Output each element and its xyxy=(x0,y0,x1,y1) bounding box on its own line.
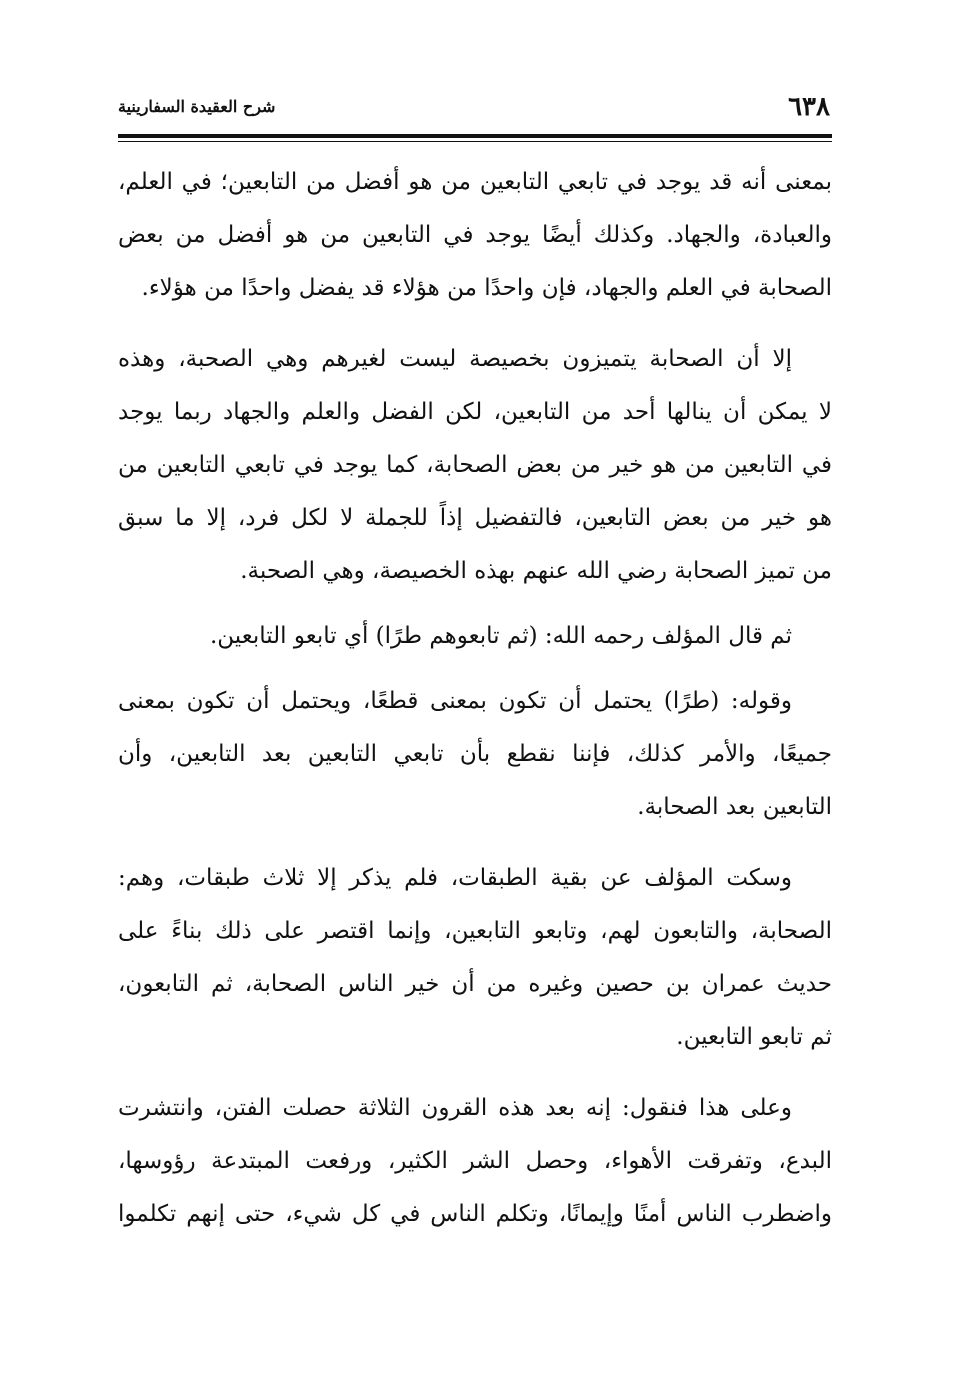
text-line: وعلى هذا فنقول: إنه بعد هذه القرون الثلاثة حصلت الفتن، وانتشرت xyxy=(118,1095,792,1121)
running-title: شرح العقيدة السفارينية xyxy=(118,97,276,116)
text-line: هو خير من بعض التابعين، فالتفضيل إذاً للجملة لا لكل فرد، إلا ما سبق xyxy=(118,505,832,531)
text-line: ثم تابعو التابعين. xyxy=(676,1024,832,1050)
paragraph-5 xyxy=(118,852,832,1064)
paragraph-2 xyxy=(118,333,832,598)
paragraph-4 xyxy=(118,675,832,834)
text-line: من تميز الصحابة رضي الله عنهم بهذه الخصيصة، وهي الصحبة. xyxy=(240,558,832,584)
text-line: وسكت المؤلف عن بقية الطبقات، فلم يذكر إلا ثلاث طبقات، وهم: xyxy=(118,865,792,891)
text-line: ثم قال المؤلف رحمه الله: (ثم تابعوهم طرًا) أي تابعو التابعين. xyxy=(209,623,792,649)
text-line: حديث عمران بن حصين وغيره من أن خير الناس الصحابة، ثم التابعون، xyxy=(118,971,832,997)
body-text xyxy=(118,156,832,1241)
text-line: في التابعين من هو خير من بعض الصحابة، كما يوجد في تابعي التابعين من xyxy=(118,452,832,478)
header-rule-thick xyxy=(118,134,832,138)
paragraph-6 xyxy=(118,1082,832,1241)
text-line: الصحابة، والتابعون لهم، وتابعو التابعين، وإنما اقتصر على ذلك بناءً على xyxy=(118,918,832,944)
header-rule-thin xyxy=(118,141,832,142)
text-line: وقوله: (طرًا) يحتمل أن تكون بمعنى قطعًا، ويحتمل أن تكون بمعنى xyxy=(118,688,792,714)
text-line: لا يمكن أن ينالها أحد من التابعين، لكن الفضل والعلم والجهاد ربما يوجد xyxy=(118,399,832,425)
paragraph-3 xyxy=(118,610,832,663)
page-header xyxy=(118,88,830,128)
text-line: إلا أن الصحابة يتميزون بخصيصة ليست لغيرهم وهي الصحبة، وهذه xyxy=(118,346,792,372)
text-line: جميعًا، والأمر كذلك، فإننا نقطع بأن تابعي التابعين بعد التابعين، وأن xyxy=(118,741,832,767)
text-line: بمعنى أنه قد يوجد في تابعي التابعين من هو أفضل من التابعين؛ في العلم، xyxy=(118,169,832,195)
text-line: البدع، وتفرقت الأهواء، وحصل الشر الكثير، ورفعت المبتدعة رؤوسها، xyxy=(118,1148,832,1174)
text-line: واضطرب الناس أمنًا وإيمانًا، وتكلم الناس في كل شيء، حتى إنهم تكلموا xyxy=(118,1201,832,1227)
text-line: التابعين بعد الصحابة. xyxy=(637,794,832,820)
text-line: والعبادة، والجهاد. وكذلك أيضًا يوجد في التابعين من هو أفضل من بعض xyxy=(118,222,832,248)
text-line: الصحابة في العلم والجهاد، فإن واحدًا من هؤلاء قد يفضل واحدًا من هؤلاء. xyxy=(141,275,832,301)
page-number: ٦٣٨ xyxy=(788,92,830,122)
paragraph-1 xyxy=(118,156,832,315)
